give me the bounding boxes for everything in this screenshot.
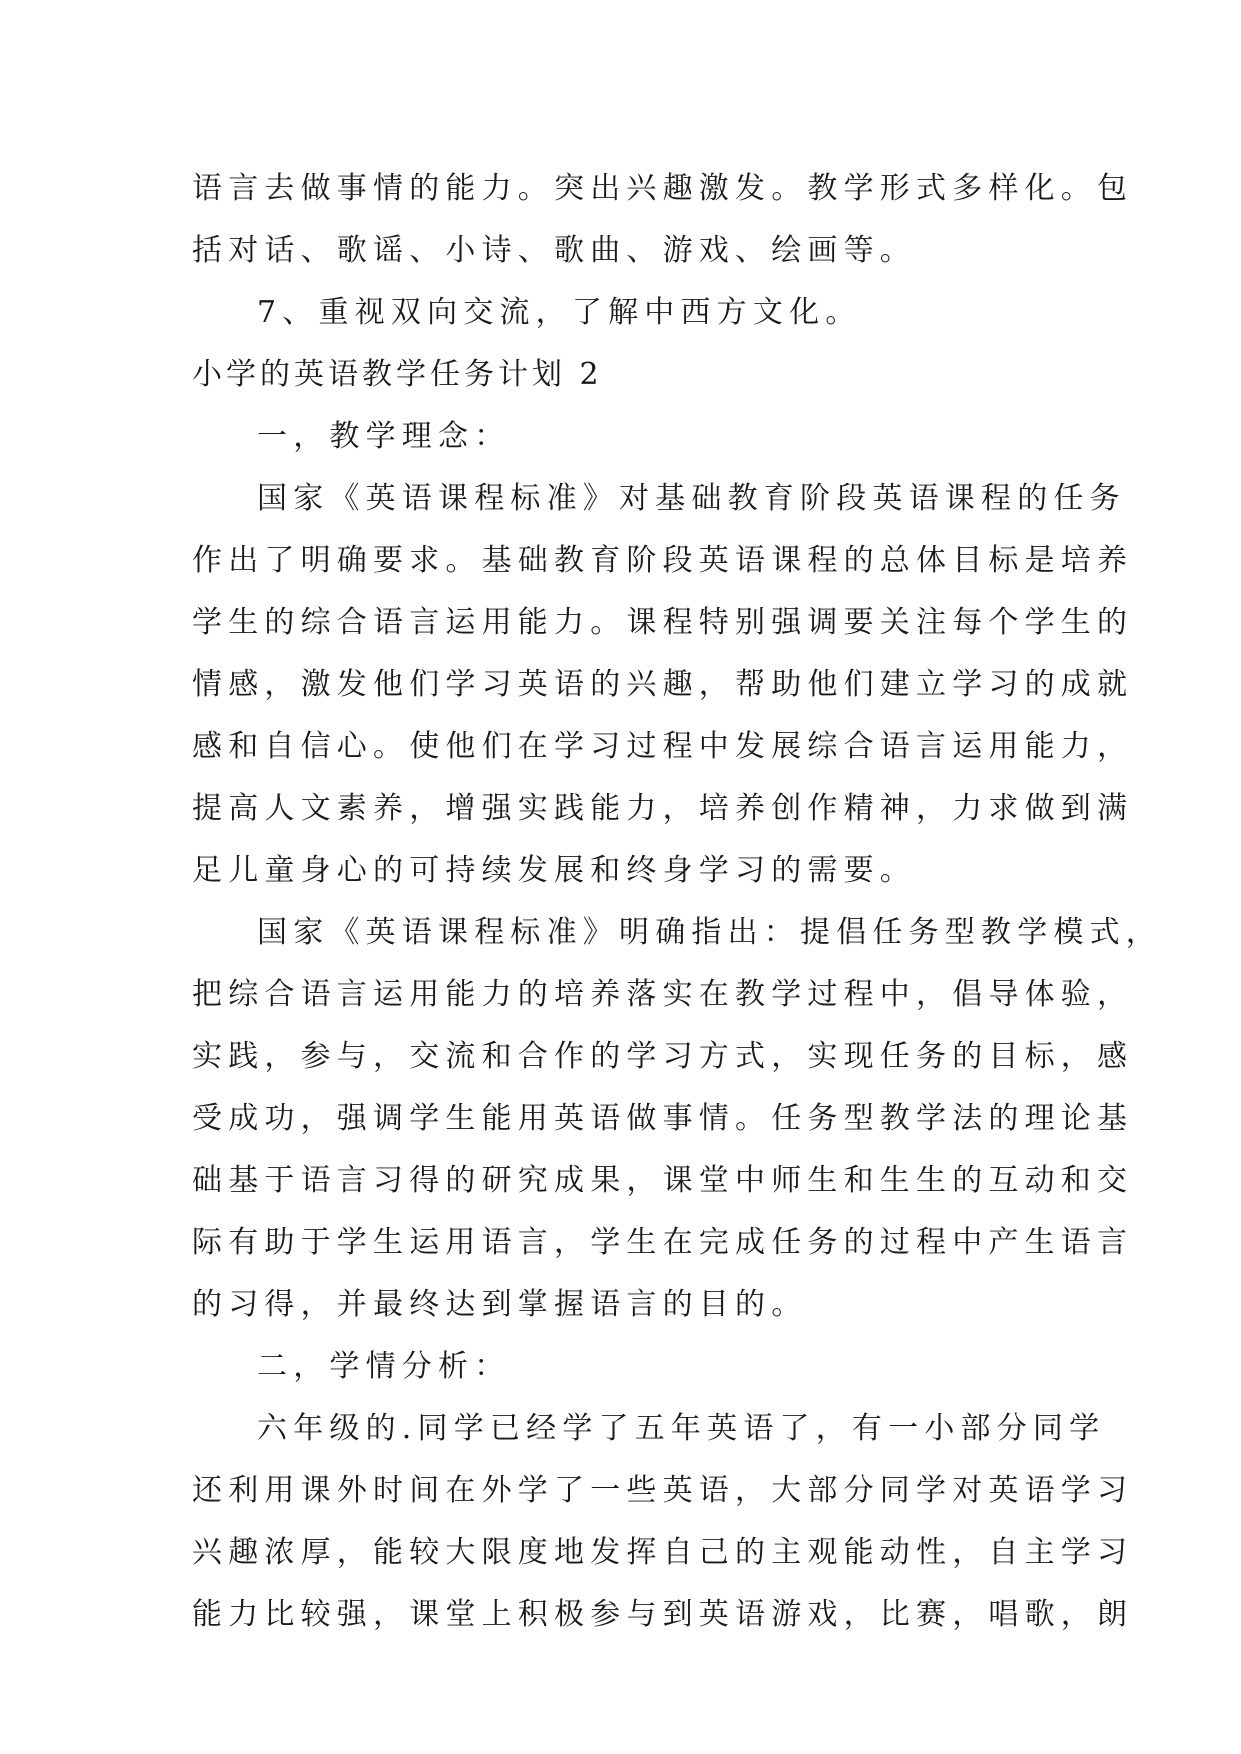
section-heading: 二，学情分析：	[257, 1349, 511, 1384]
text-line: 实践，参与，交流和合作的学习方式，实现任务的目标，感	[192, 1039, 1134, 1074]
text-line: 把综合语言运用能力的培养落实在教学过程中，倡导体验，	[192, 977, 1134, 1012]
text-line: 7、重视双向交流，了解中西方文化。	[257, 295, 862, 330]
text-line: 语言去做事情的能力。突出兴趣激发。教学形式多样化。包	[192, 171, 1134, 206]
text-line: 国家《英语课程标准》对基础教育阶段英语课程的任务	[257, 481, 1126, 516]
text-line: 情感，激发他们学习英语的兴趣，帮助他们建立学习的成就	[192, 667, 1134, 702]
text-line: 感和自信心。使他们在学习过程中发展综合语言运用能力，	[192, 729, 1134, 764]
text-line: 受成功，强调学生能用英语做事情。任务型教学法的理论基	[192, 1101, 1134, 1136]
text-line: 作出了明确要求。基础教育阶段英语课程的总体目标是培养	[192, 543, 1134, 578]
text-line: 能力比较强，课堂上积极参与到英语游戏，比赛，唱歌，朗	[192, 1597, 1134, 1632]
section-title: 小学的英语教学任务计划 2	[192, 357, 603, 392]
text-line: 六年级的.同学已经学了五年英语了，有一小部分同学	[257, 1411, 1106, 1446]
text-line: 还利用课外时间在外学了一些英语，大部分同学对英语学习	[192, 1473, 1134, 1508]
text-line: 提高人文素养，增强实践能力，培养创作精神，力求做到满	[192, 791, 1134, 826]
section-heading: 一，教学理念：	[257, 419, 511, 454]
text-line: 础基于语言习得的研究成果，课堂中师生和生生的互动和交	[192, 1163, 1134, 1198]
text-line: 足儿童身心的可持续发展和终身学习的需要。	[192, 853, 916, 888]
text-line: 兴趣浓厚，能较大限度地发挥自己的主观能动性，自主学习	[192, 1535, 1134, 1570]
text-line: 国家《英语课程标准》明确指出：提倡任务型教学模式，	[257, 915, 1162, 950]
text-line: 际有助于学生运用语言，学生在完成任务的过程中产生语言	[192, 1225, 1134, 1260]
text-line: 学生的综合语言运用能力。课程特别强调要关注每个学生的	[192, 605, 1134, 640]
text-line: 的习得，并最终达到掌握语言的目的。	[192, 1287, 808, 1322]
text-line: 括对话、歌谣、小诗、歌曲、游戏、绘画等。	[192, 233, 916, 268]
document-body	[192, 158, 1162, 1646]
